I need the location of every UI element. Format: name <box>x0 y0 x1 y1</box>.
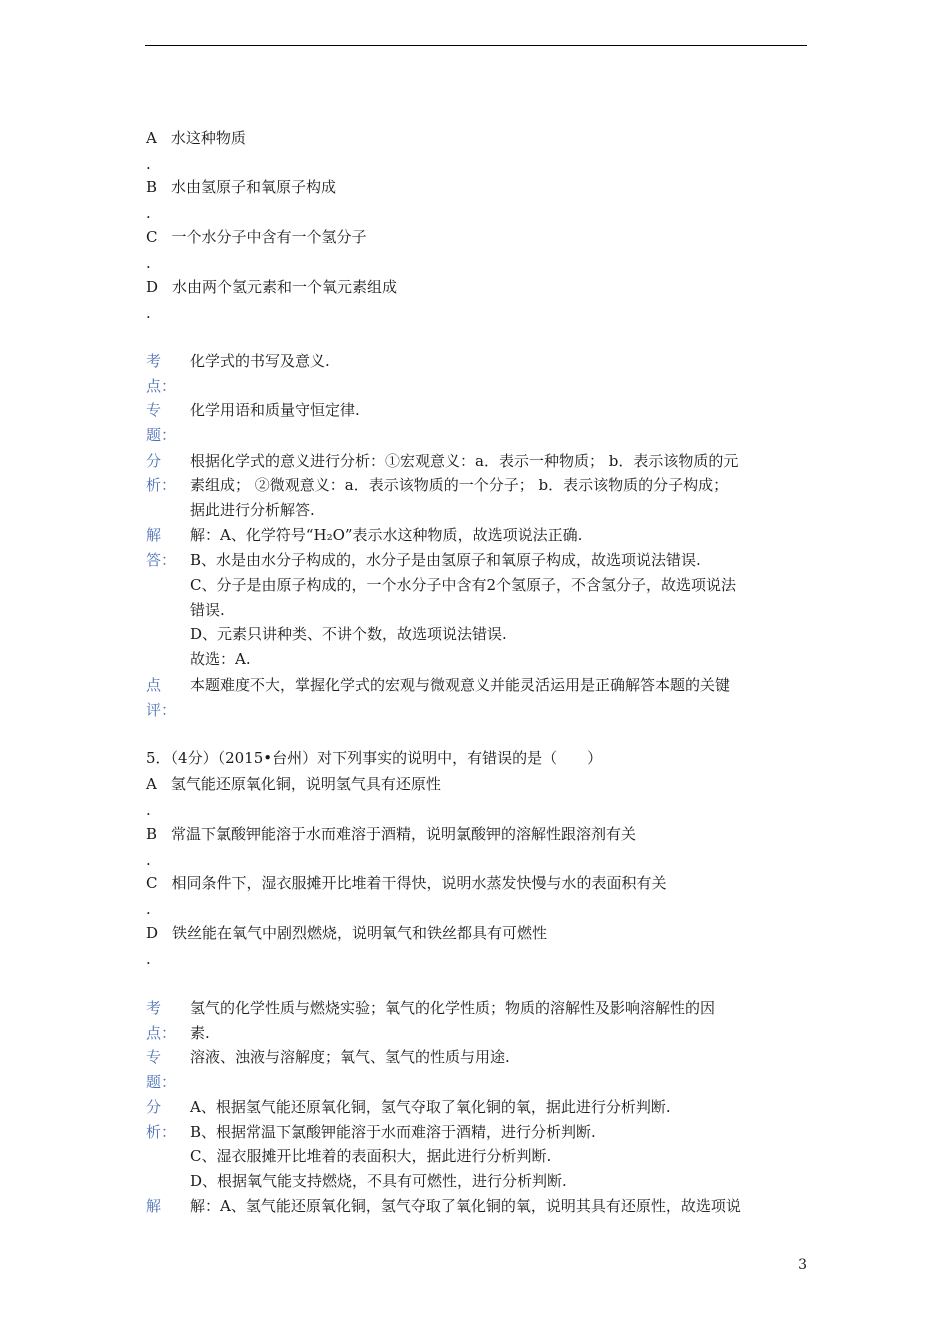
label-fenxi-2: 析： <box>146 1123 177 1141</box>
q4-jieda-line: B、水是由水分子构成的，水分子是由氢原子和氧原子构成，故选项说法错误. <box>190 551 701 569</box>
q4-zhuanti-text: 化学用语和质量守恒定律. <box>190 401 360 419</box>
option-dot: . <box>146 204 151 222</box>
q4-option-c: C 一个水分子中含有一个氢分子 <box>146 228 367 246</box>
q5-fenxi-line: B、根据常温下氯酸钾能溶于水而难溶于酒精，进行分析判断. <box>190 1123 596 1141</box>
option-dot: . <box>146 155 151 173</box>
label-zhuanti-2: 题： <box>146 426 177 444</box>
q5-kaodian-line: 氢气的化学性质与燃烧实验；氧气的化学性质；物质的溶解性及影响溶解性的因 <box>190 999 716 1017</box>
label-kaodian-2: 点： <box>146 1024 177 1042</box>
q5-stem: 5．（4分）（2015•台州）对下列事实的说明中，有错误的是（ ） <box>146 749 603 767</box>
label-kaodian-2: 点： <box>146 377 177 395</box>
q4-kaodian-text: 化学式的书写及意义. <box>190 352 330 370</box>
option-dot: . <box>146 900 151 918</box>
page-number: 3 <box>798 1257 807 1273</box>
header-rule <box>145 45 807 46</box>
q4-dianping-text: 本题难度不大，掌握化学式的宏观与微观意义并能灵活运用是正确解答本题的关键 <box>190 676 731 694</box>
option-dot: . <box>146 304 151 322</box>
label-zhuanti-1: 专 <box>146 1048 162 1066</box>
q4-option-d: D 水由两个氢元素和一个氧元素组成 <box>146 278 398 296</box>
q5-option-a: A 氢气能还原氧化铜，说明氢气具有还原性 <box>146 775 441 793</box>
option-dot: . <box>146 851 151 869</box>
label-dianping-1: 点 <box>146 676 162 694</box>
q5-option-c: C 相同条件下，湿衣服摊开比堆着干得快，说明水蒸发快慢与水的表面积有关 <box>146 874 667 892</box>
label-jieda-1: 解 <box>146 526 162 544</box>
q4-fenxi-line: 据此进行分析解答. <box>190 501 315 519</box>
q5-option-b: B 常温下氯酸钾能溶于水而难溶于酒精，说明氯酸钾的溶解性跟溶剂有关 <box>146 825 637 843</box>
q4-jieda-line: D、元素只讲种类、不讲个数，故选项说法错误. <box>190 625 507 643</box>
option-dot: . <box>146 254 151 272</box>
q4-option-a: A 水这种物质 <box>146 129 246 147</box>
option-dot: . <box>146 950 151 968</box>
option-dot: . <box>146 801 151 819</box>
q4-jieda-line: 解：A、化学符号“H₂O”表示水这种物质，故选项说法正确. <box>190 526 583 544</box>
q4-fenxi-line: 根据化学式的意义进行分析：①宏观意义：a．表示一种物质； b．表示该物质的元 <box>190 452 739 470</box>
label-dianping-2: 评： <box>146 701 177 719</box>
q5-fenxi-line: C、湿衣服摊开比堆着的表面积大，据此进行分析判断. <box>190 1147 552 1165</box>
label-jieda-2: 答： <box>146 551 177 569</box>
q5-fenxi-line: A、根据氢气能还原氧化铜，氢气夺取了氧化铜的氧，据此进行分析判断. <box>190 1098 671 1116</box>
label-fenxi-1: 分 <box>146 1098 162 1116</box>
label-zhuanti-2: 题： <box>146 1073 177 1091</box>
q4-jieda-line: 故选：A. <box>190 650 251 668</box>
q4-fenxi-line: 素组成； ②微观意义：a．表示该物质的一个分子； b．表示该物质的分子构成； <box>190 476 729 494</box>
label-jieda-1: 解 <box>146 1197 162 1215</box>
q5-fenxi-line: D、根据氧气能支持燃烧，不具有可燃性，进行分析判断. <box>190 1172 567 1190</box>
q5-jieda-line: 解：A、氢气能还原氧化铜，氢气夺取了氧化铜的氧，说明其具有还原性，故选项说 <box>190 1197 741 1215</box>
label-kaodian-1: 考 <box>146 999 162 1017</box>
label-fenxi-1: 分 <box>146 452 162 470</box>
label-zhuanti-1: 专 <box>146 401 162 419</box>
q4-jieda-line: C、分子是由原子构成的，一个水分子中含有2个氢原子，不含氢分子，故选项说法 <box>190 576 737 594</box>
q5-option-d: D 铁丝能在氧气中剧烈燃烧，说明氧气和铁丝都具有可燃性 <box>146 924 548 942</box>
label-kaodian-1: 考 <box>146 352 162 370</box>
q5-zhuanti-text: 溶液、浊液与溶解度；氧气、氢气的性质与用途. <box>190 1048 510 1066</box>
label-fenxi-2: 析： <box>146 476 177 494</box>
q4-option-b: B 水由氢原子和氧原子构成 <box>146 178 337 196</box>
q4-jieda-line: 错误. <box>190 601 225 619</box>
q5-kaodian-line: 素. <box>190 1024 210 1042</box>
